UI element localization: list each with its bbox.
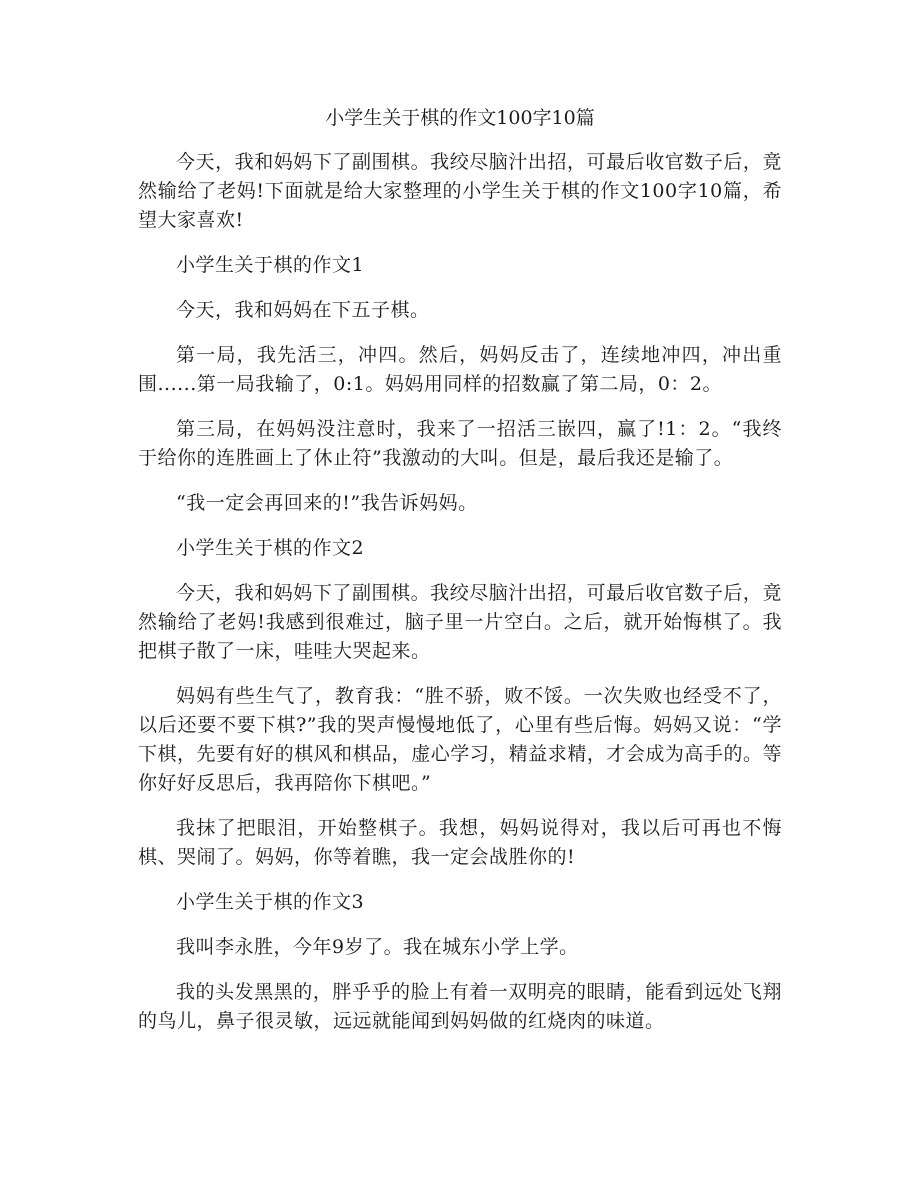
document-title: 小学生关于棋的作文100字10篇	[325, 107, 595, 129]
essay2-paragraph-2: 妈妈有些生气了，教育我：“胜不骄，败不馁。一次失败也经受不了，以后还要不要下棋?”我的哭声慢慢地低了，心里有些后悔。妈妈又说：“学下棋，先要有好的棋风和棋品，虚心学习，精益求精，才会成为高手的。等你好好反思后，我再陪你下棋吧。”	[138, 685, 782, 794]
essay2-paragraph-1: 今天，我和妈妈下了副围棋。我绞尽脑汁出招，可最后收官数子后，竟然输给了老妈!我感到很难过，脑子里一片空白。之后，就开始悔棋了。我把棋子散了一床，哇哇大哭起来。	[138, 582, 782, 662]
essay1-heading: 小学生关于棋的作文1	[176, 254, 365, 276]
essay2-paragraph-3: 我抹了把眼泪，开始整棋子。我想，妈妈说得对，我以后可再也不悔棋、哭闹了。妈妈，你等着瞧，我一定会战胜你的!	[138, 817, 782, 868]
essay1-paragraph-1: 今天，我和妈妈在下五子棋。	[176, 299, 430, 321]
document-body	[138, 104, 782, 1052]
essay1-paragraph-4: “我一定会再回来的!”我告诉妈妈。	[176, 492, 478, 514]
essay1-paragraph-3: 第三局，在妈妈没注意时，我来了一招活三嵌四，赢了!1：2。“我终于给你的连胜画上了休止符”我激动的大叫。但是，最后我还是输了。	[138, 418, 782, 469]
essay3-paragraph-1: 我叫李永胜，今年9岁了。我在城东小学上学。	[176, 936, 579, 958]
essay2-heading: 小学生关于棋的作文2	[176, 537, 365, 559]
intro-paragraph: 今天，我和妈妈下了副围棋。我绞尽脑汁出招，可最后收官数子后，竟然输给了老妈!下面就是给大家整理的小学生关于棋的作文100字10篇，希望大家喜欢!	[138, 151, 782, 231]
essay3-heading: 小学生关于棋的作文3	[176, 891, 365, 913]
essay3-paragraph-2: 我的头发黑黑的，胖乎乎的脸上有着一双明亮的眼睛，能看到远处飞翔的鸟儿，鼻子很灵敏，远远就能闻到妈妈做的红烧肉的味道。	[138, 981, 782, 1032]
essay1-paragraph-2: 第一局，我先活三，冲四。然后，妈妈反击了，连续地冲四，冲出重围......第一局我输了，0:1。妈妈用同样的招数赢了第二局，0：2。	[138, 344, 782, 395]
